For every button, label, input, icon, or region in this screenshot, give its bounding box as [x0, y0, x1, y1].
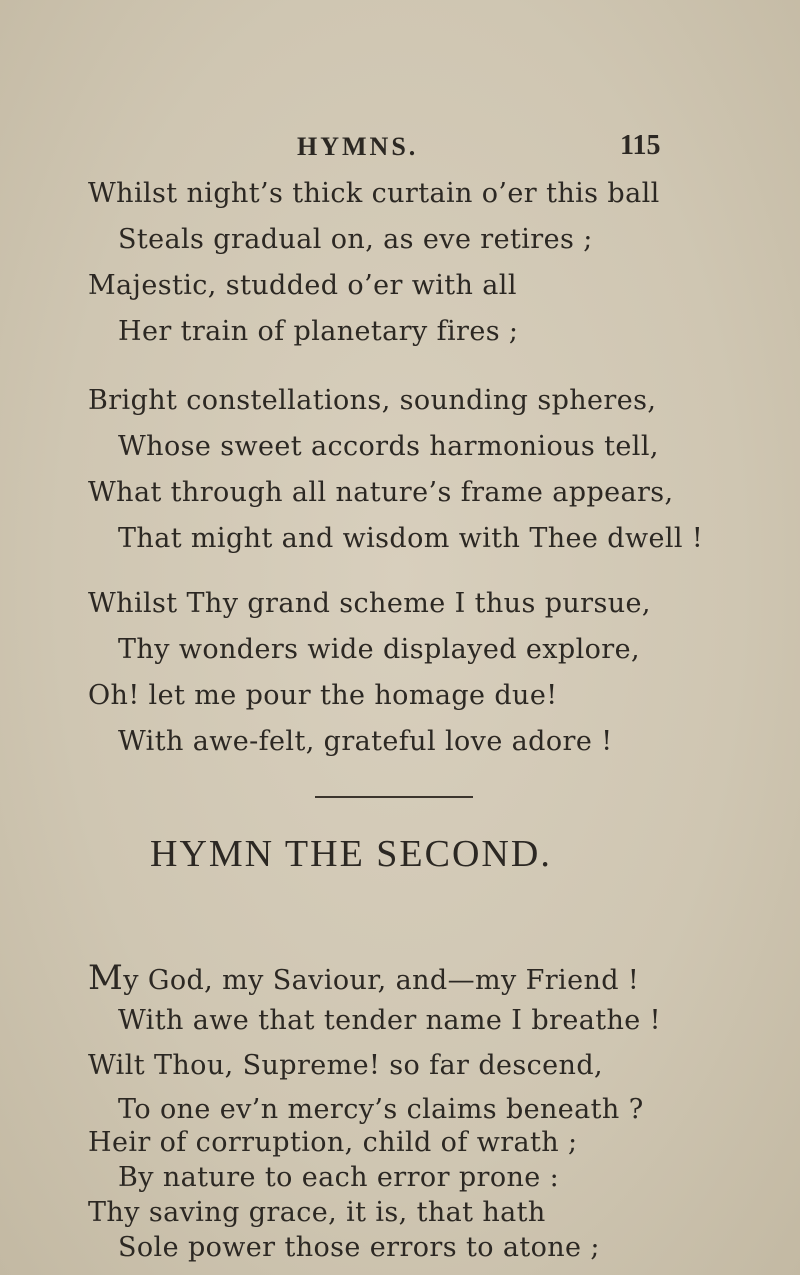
verse-line: That might and wisdom with Thee dwell !	[118, 523, 704, 554]
verse-line: Whilst Thy grand scheme I thus pursue,	[88, 588, 651, 619]
verse-line: Her train of planetary fires ;	[118, 316, 519, 347]
verse-line: Wilt Thou, Supreme! so far descend,	[88, 1050, 604, 1081]
verse-line: Steals gradual on, as eve retires ;	[118, 224, 593, 255]
verse-line: With awe that tender name I breathe !	[118, 1005, 661, 1036]
drop-cap: M	[88, 958, 124, 998]
first-line-text: y God, my Saviour, and—my Friend !	[123, 965, 640, 996]
verse-line: Bright constellations, sounding spheres,	[88, 385, 657, 416]
running-title: HYMNS.	[297, 132, 419, 161]
hymn-heading: HYMN THE SECOND.	[150, 833, 552, 875]
section-divider	[315, 796, 473, 798]
verse-line: Thy saving grace, it is, that hath	[88, 1197, 546, 1228]
verse-line: Whilst night’s thick curtain o’er this ball	[88, 178, 660, 209]
verse-line: Whose sweet accords harmonious tell,	[118, 431, 659, 462]
verse-line: Oh! let me pour the homage due!	[88, 680, 558, 711]
verse-line: To one ev’n mercy’s claims beneath ?	[118, 1094, 644, 1125]
verse-line: With awe-felt, grateful love adore !	[118, 726, 613, 757]
verse-line: Majestic, studded o’er with all	[88, 270, 517, 301]
verse-line: Heir of corruption, child of wrath ;	[88, 1127, 578, 1158]
running-head	[0, 132, 800, 172]
verse-line: What through all nature’s frame appears,	[88, 477, 674, 508]
verse-line: Thy wonders wide displayed explore,	[118, 634, 640, 665]
page-number: 115	[620, 130, 661, 161]
verse-line: Sole power those errors to atone ;	[118, 1232, 600, 1263]
verse-line-first	[88, 958, 639, 998]
verse-line: By nature to each error prone :	[118, 1162, 560, 1193]
